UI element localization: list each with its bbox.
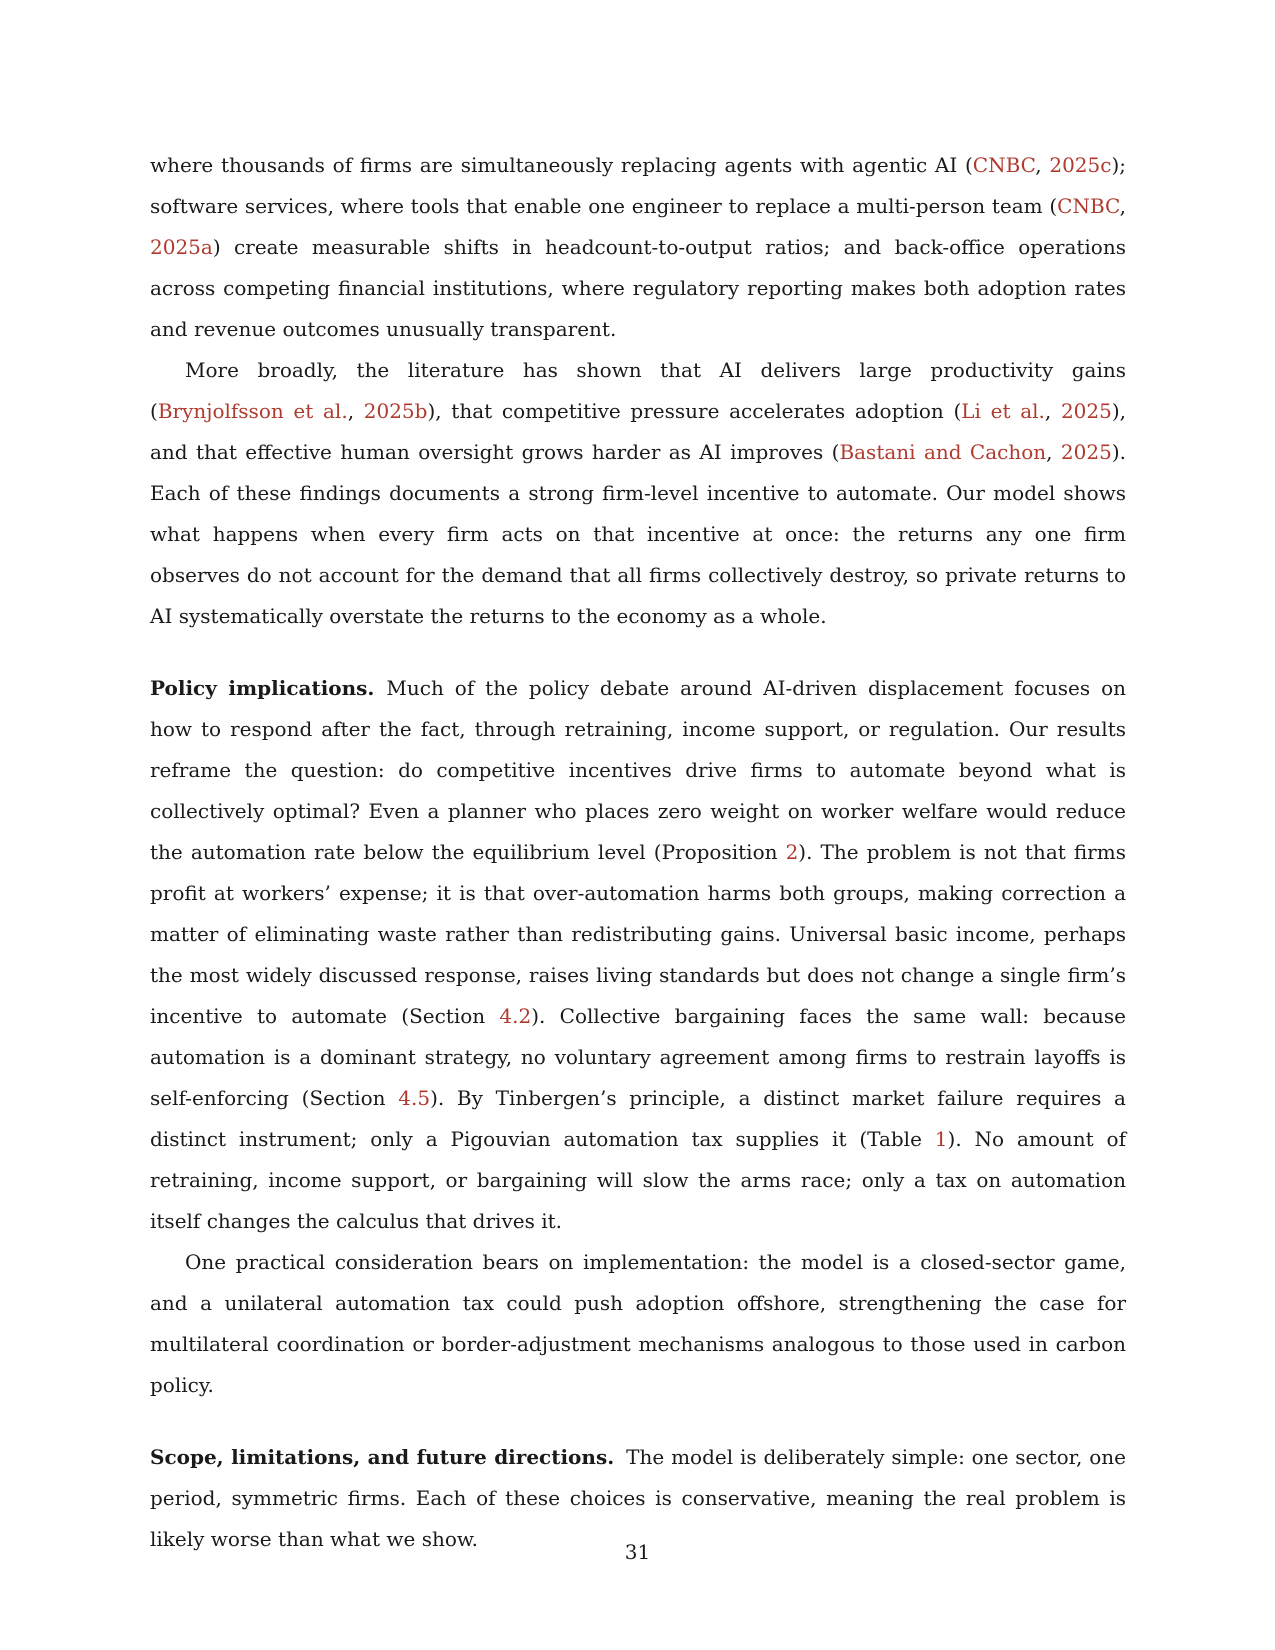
ref-table-1[interactable]: 1 (934, 1127, 948, 1151)
citation-bastani-author[interactable]: Bastani and Cachon (839, 440, 1047, 464)
run-in-heading-scope: Scope, limitations, and future directions. (150, 1445, 615, 1469)
text-run: ). No amount of retraining, income support, or bargaining will slow the arms race; only a tax on automation itself changes the calculus that drives it. (150, 1127, 1126, 1233)
paragraph-implementation (150, 1242, 1126, 1406)
text-run: ), and that effective human oversight grows harder as AI improves ( (150, 399, 1127, 464)
text-run: ) create measurable shifts in headcount-to-output ratios; and back-office operations across competing financial institutions, where regulatory reporting makes both adoption rates and revenue outcomes unusually transparent. (150, 235, 1126, 341)
ref-proposition-2[interactable]: 2 (785, 840, 799, 864)
ref-section-4-2[interactable]: 4.2 (499, 1004, 532, 1028)
text-run: Much of the policy debate around AI-driven displacement focuses on how to respond after the fact, through retraining, income support, or regulation. Our results reframe the question: do competitive incentives drive firms to automate beyond what is collectively optimal? Even a planner who places zero weight on worker welfare would reduce the automation rate below the equilibrium level (Proposition (150, 676, 1126, 864)
ref-section-4-5[interactable]: 4.5 (398, 1086, 431, 1110)
text-run: One practical consideration bears on implementation: the model is a closed-sector game, and a unilateral automation tax could push adoption offshore, strengthening the case for multilateral coordination or border-adjustment mechanisms analogous to those used in carbon policy. (150, 1250, 1126, 1397)
citation-cnbc-2025a-year[interactable]: 2025a (150, 235, 213, 259)
text-run: where thousands of firms are simultaneously replacing agents with agentic AI ( (150, 153, 973, 177)
text-run: ). The problem is not that firms profit at workers’ expense; it is that over-automation harms both groups, making correction a matter of eliminating waste rather than redistributing gains. Universal basic income, perhaps the most widely discussed response, raises living standards but does not change a single firm’s incentive to automate (Section (150, 840, 1126, 1028)
text-run: , (1119, 194, 1126, 218)
paragraph-policy-implications (150, 668, 1126, 1242)
citation-bastani-year[interactable]: 2025 (1060, 440, 1112, 464)
text-run: More broadly, the literature has shown that AI delivers large productivity gains ( (150, 358, 1126, 423)
text-run: , (1046, 440, 1061, 464)
page-number: 31 (624, 1540, 651, 1564)
paragraph-literature (150, 350, 1126, 637)
citation-li-author[interactable]: Li et al. (961, 399, 1045, 423)
page-body (150, 145, 1126, 1560)
text-run: ). Collective bargaining faces the same wall: because automation is a dominant strategy, no voluntary agreement among firms to restrain layoffs is self-enforcing (Section (150, 1004, 1127, 1110)
text-run: , (347, 399, 364, 423)
text-run: ), that competitive pressure accelerates adoption ( (427, 399, 962, 423)
text-run: , (1044, 399, 1061, 423)
text-run: The model is deliberately simple: one sector, one period, symmetric firms. Each of these choices is conservative, meaning the real problem is likely worse than what we show. (150, 1445, 1126, 1551)
text-run: ); software services, where tools that enable one engineer to replace a multi-person team ( (150, 153, 1126, 218)
citation-cnbc-2025a-author[interactable]: CNBC (1057, 194, 1120, 218)
citation-brynjolfsson-author[interactable]: Brynjolfsson et al. (157, 399, 348, 423)
citation-brynjolfsson-year[interactable]: 2025b (363, 399, 428, 423)
text-run: ). By Tinbergen’s principle, a distinct market failure requires a distinct instrument; only a Pigouvian automation tax supplies it (Table (150, 1086, 1126, 1151)
paragraph-sector-examples (150, 145, 1126, 350)
text-run: , (1035, 153, 1050, 177)
citation-li-year[interactable]: 2025 (1060, 399, 1112, 423)
text-run: ). Each of these findings documents a strong firm-level incentive to automate. Our model shows what happens when every firm acts on that incentive at once: the returns any one firm observes do not account for the demand that all firms collectively destroy, so private returns to AI systematically overstate the returns to the economy as a whole. (150, 440, 1126, 628)
citation-cnbc-2025c-year[interactable]: 2025c (1049, 153, 1112, 177)
run-in-heading-policy: Policy implications. (150, 676, 375, 700)
citation-cnbc-2025c-author[interactable]: CNBC (972, 153, 1036, 177)
